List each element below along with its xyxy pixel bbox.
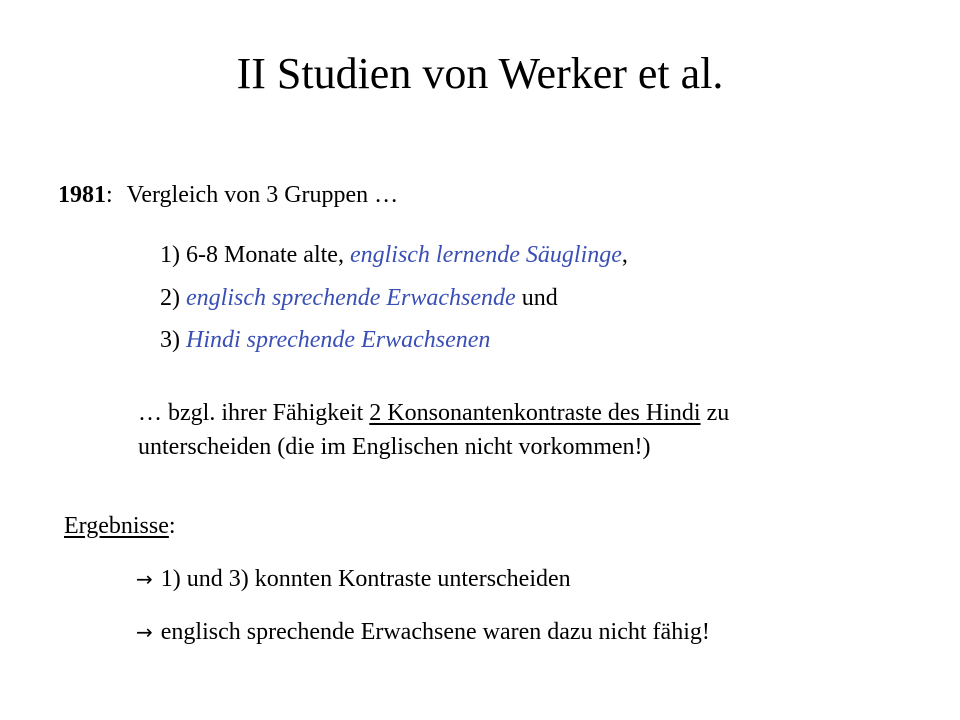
group-highlight: englisch lernende Säuglinge — [349, 242, 622, 268]
regarding-suffix: zu — [700, 400, 730, 426]
intro-year: 1981 — [58, 182, 106, 208]
group-prefix: 6-8 Monate alte, — [186, 242, 350, 268]
group-number: 1) — [160, 242, 180, 268]
regarding-line-1 — [138, 398, 729, 428]
intro-line — [58, 180, 398, 210]
group-suffix: , — [621, 242, 628, 268]
result-item-1 — [136, 564, 571, 594]
group-item-1 — [160, 240, 628, 270]
regarding-prefix: … bzgl. ihrer Fähigkeit — [138, 400, 370, 426]
result-text: englisch sprechende Erwachsene waren dazu nicht fähig! — [160, 619, 710, 645]
group-highlight: englisch sprechende Erwachsende — [186, 285, 516, 311]
regarding-line-2: unterscheiden (die im Englischen nicht vorkommen!) — [138, 434, 651, 460]
results-heading-colon: : — [168, 513, 176, 539]
arrow-right-icon: → — [136, 567, 153, 591]
group-highlight: Hindi sprechende Erwachsenen — [186, 327, 491, 353]
results-heading-text: Ergebnisse — [64, 513, 169, 539]
arrow-right-icon: → — [136, 620, 153, 644]
group-item-3 — [160, 325, 490, 355]
intro-text: Vergleich von 3 Gruppen … — [126, 182, 399, 208]
slide-title: II Studien von Werker et al. — [236, 49, 724, 98]
intro-year-colon: : — [106, 182, 113, 208]
group-number: 2) — [160, 285, 180, 311]
group-suffix: und — [515, 285, 558, 311]
group-item-2 — [160, 283, 558, 313]
regarding-underlined: 2 Konsonantenkontraste des Hindi — [369, 400, 701, 426]
result-text: 1) und 3) konnten Kontraste unterscheiden — [160, 566, 571, 592]
results-heading — [64, 511, 176, 541]
group-number: 3) — [160, 327, 180, 353]
result-item-2 — [136, 617, 710, 647]
